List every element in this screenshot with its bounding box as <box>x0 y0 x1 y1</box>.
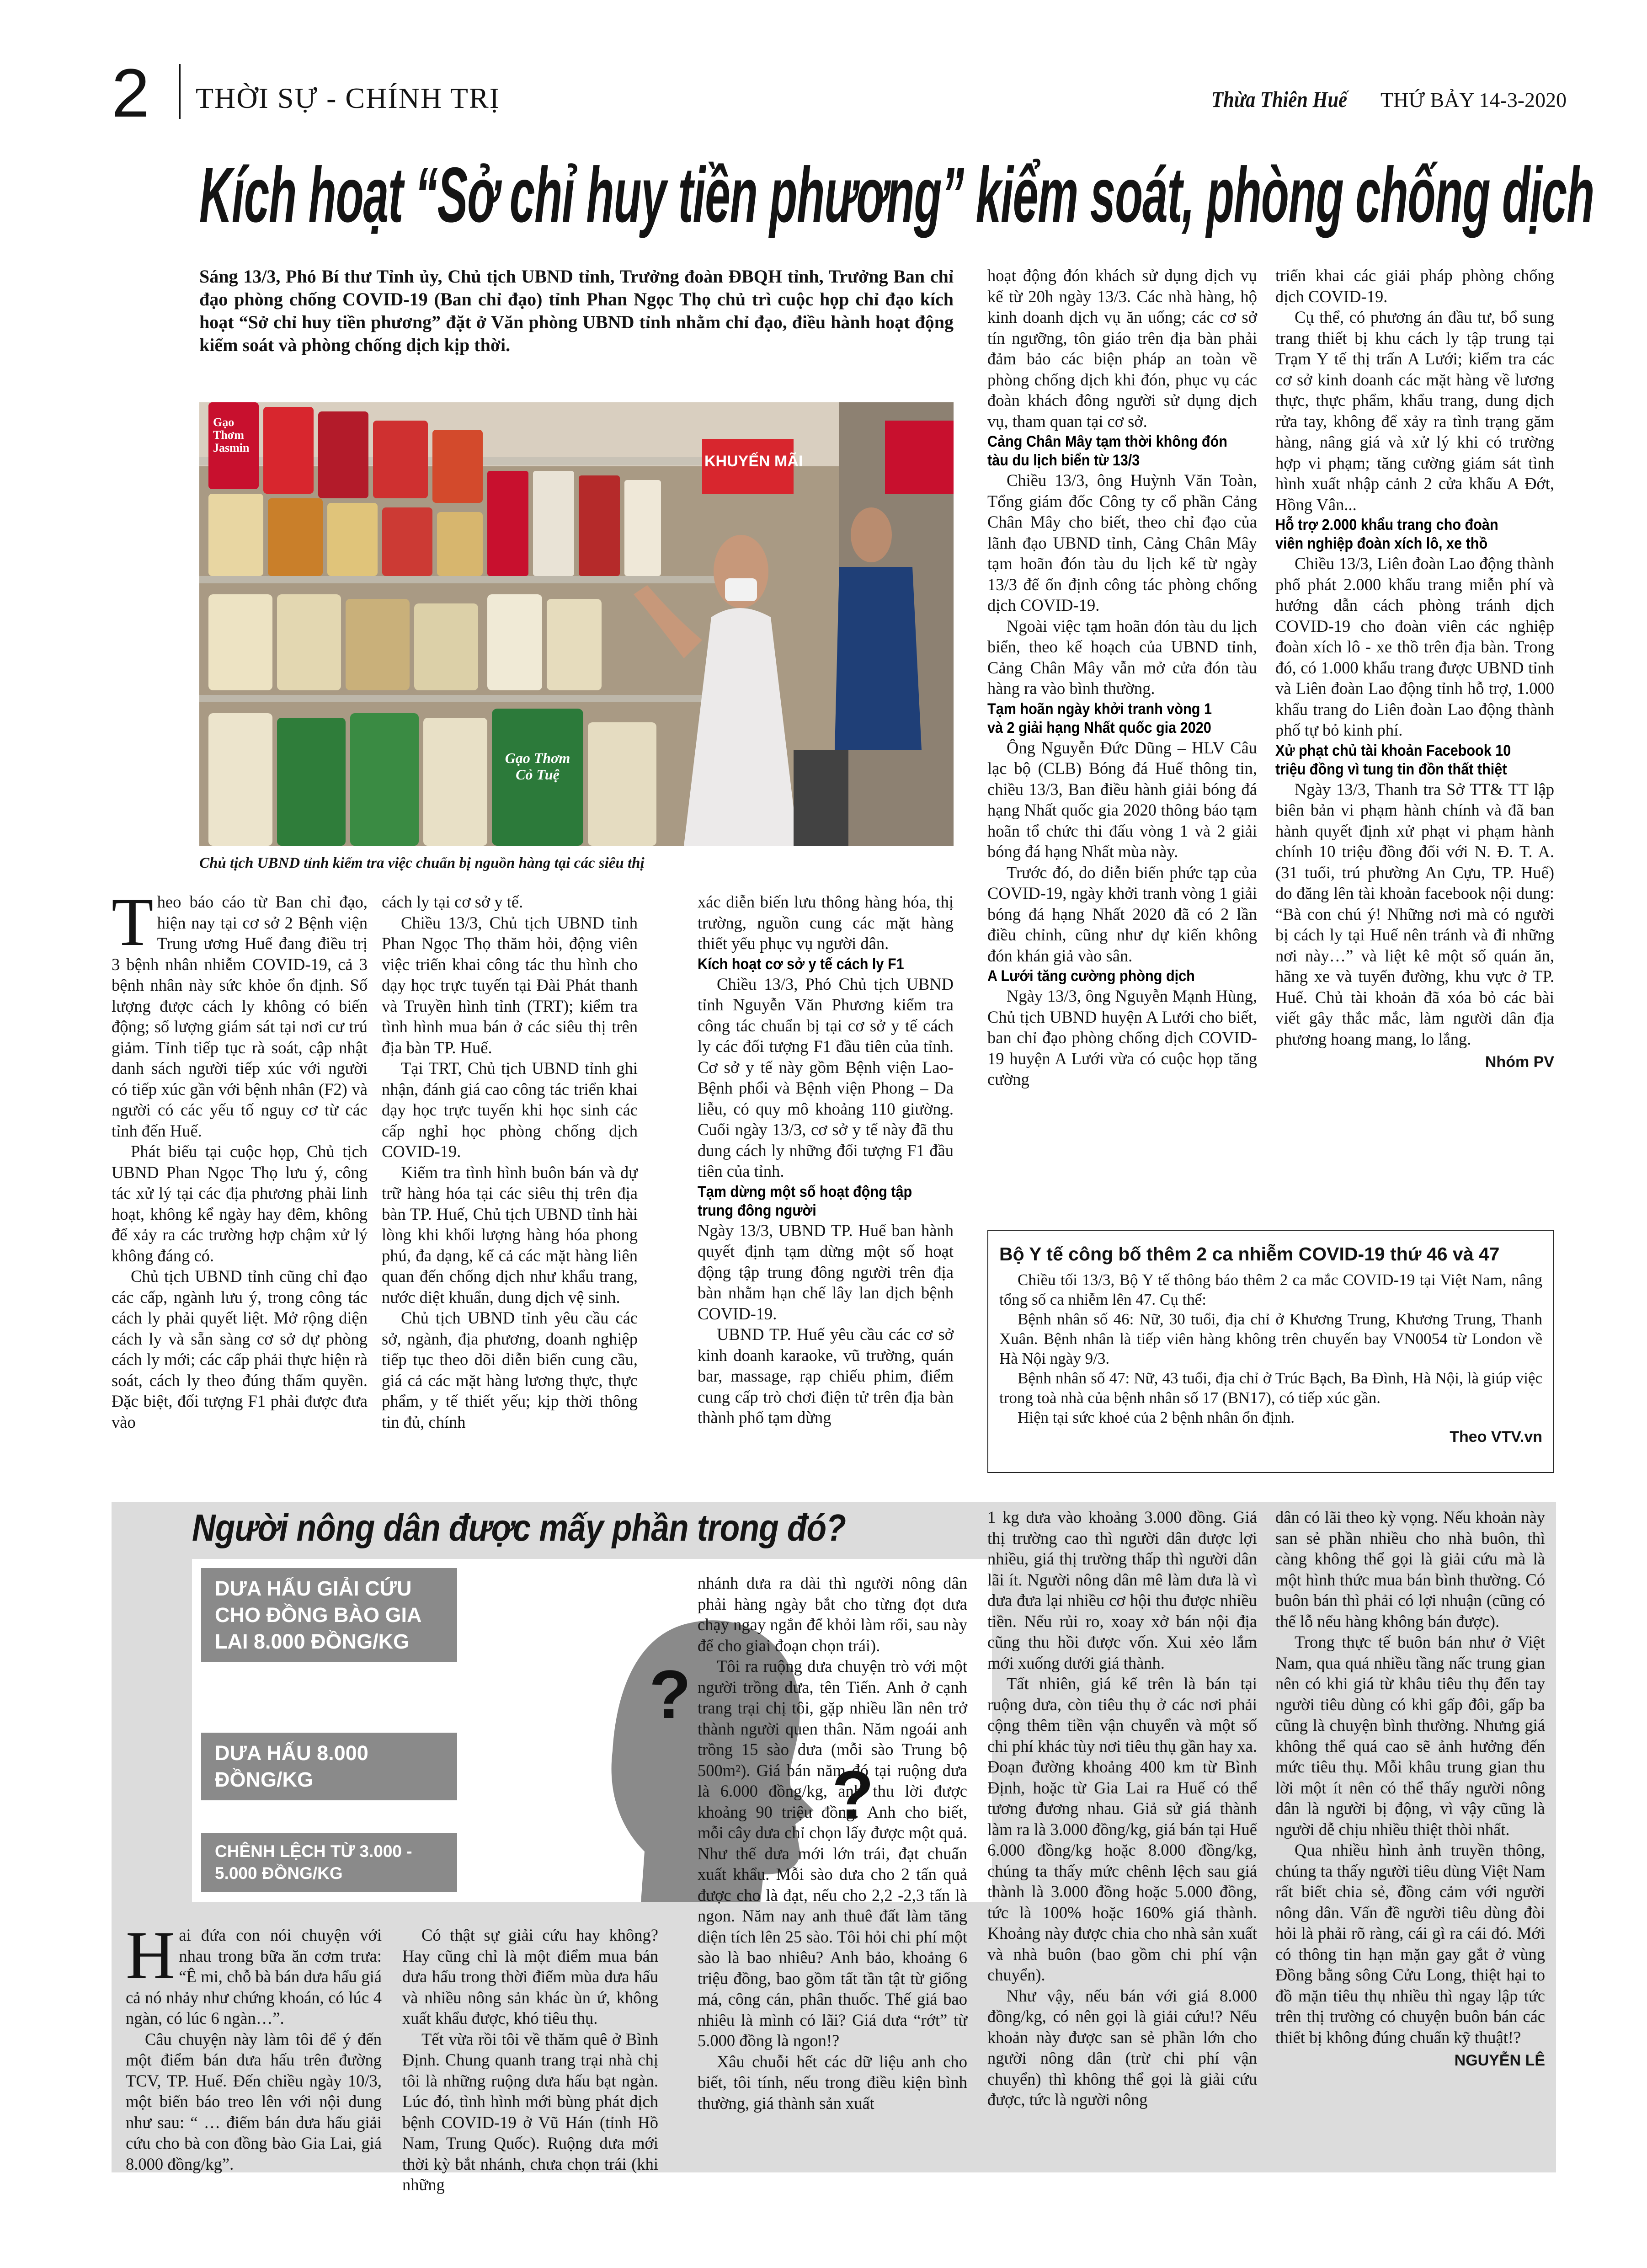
article1-col4-para-3: Ngoài việc tạm hoãn đón tàu du lịch biển, theo kế hoạch của UBND tỉnh, Cảng Chân Mây vẫn mở cửa đón tàu hàng ra vào bình thường. <box>987 616 1257 698</box>
article1-col3-para-1: xác diễn biến lưu thông hàng hóa, thị trường, nguồn cung các mặt hàng thiết yếu phục vụ người dân. <box>698 892 954 953</box>
drop-cap-h: H <box>126 1917 176 1993</box>
article2-column-4 <box>987 1507 1257 2110</box>
article2-col5-para-3: Qua nhiều hình ảnh truyền thông, chúng ta thấy người tiêu dùng Việt Nam rất biết chia sẻ, đồng cảm với người nông dân. Vấn đề người tiêu dùng đòi hỏi là phải rõ ràng, cái gì ra cái đó. Mới có thông tin hạn mặn gay gắt ở vùng Đồng bằng sông Cửu Long, thiệt hại to đồ mặn tiêu thụ nhiều thì ngay lập tức trên thị trường có chuyện buôn bán các thiết bị không đúng chuẩn kỹ thuật!? <box>1275 1841 1545 2047</box>
article2-col3-para-2: Tôi ra ruộng dưa chuyện trò với một người trồng dưa, tên Tiến. Anh ở cạnh trang trại chị tôi, gặp nhiều lần nên trở thành người quen thân. Năm ngoái anh trồng 15 sào dưa (mỗi sào Trung bộ 500m²). Giá bán năm đó tại ruộng dưa là 6.000 đồng/kg, anh thu lời được khoảng 90 triệu đồng. Anh cho biết, mỗi cây dưa chỉ chọn lấy được một quả. Như thế dưa mới lớn trái, đạt chuẩn xuất khẩu. Mỗi sào dưa cho 2 tấn quả được cho là đạt, nếu cho 2,2 -2,3 tấn là ngon. Năm nay anh thuê đất làm tăng diện tích lên 25 sào. Tôi hỏi chi phí một sào là bao nhiêu? Anh bảo, khoảng 6 triệu đồng, bao gồm tất tần tật từ giống má, công cán, phân thuốc. Thế giá bao nhiêu là mình có lãi? Giá dưa “rớt” từ 5.000 đồng là ngon!? <box>698 1657 967 2050</box>
covid-box-title: Bộ Y tế công bố thêm 2 ca nhiễm COVID-19 thứ 46 và 47 <box>999 1243 1500 1265</box>
article1-column-1 <box>112 884 368 1432</box>
article1-col3-para-2: Chiều 13/3, Phó Chủ tịch UBND tỉnh Nguyễn Văn Phương kiểm tra công tác chuẩn bị tại cơ sở y tế cách ly các đối tượng F1 đầu tiên của tỉnh. Cơ sở y tế này gồm Bệnh viện Lao-Bệnh phổi và Bệnh viện Phong – Da liễu, có quy mô khoảng 110 giường. Cuối ngày 13/3, cơ sở y tế này đã thu dung cách ly những đối tượng F1 đầu tiên của tỉnh. <box>698 974 954 1180</box>
covid-box-para-4: Hiện tại sức khoẻ của 2 bệnh nhân ổn định. <box>1018 1409 1295 1426</box>
covid-box-para-1: Chiều tối 13/3, Bộ Y tế thông báo thêm 2 ca mắc COVID-19 tại Việt Nam, nâng tổng số ca nhiễm lên 47. Cụ thể: <box>999 1271 1542 1308</box>
article2-byline: NGUYỄN LÊ <box>1454 2052 1545 2069</box>
article2-column-5 <box>1275 1507 1545 2071</box>
article1-col5-para-2: Cụ thể, có phương án đầu tư, bổ sung trang thiết bị khu cách ly tập trung tại Trạm Y tế thị trấn A Lưới; kiểm tra các cơ sở kinh doanh các mặt hàng về lương thực, thực phẩm, khẩu trang, dung dịch rửa tay, không để xảy ra tình trạng găm hàng, nâng giá và xử lý khi có trường hợp vi phạm; tăng cường giám sát tình hình xuất nhập cảnh 2 cửa khẩu A Đớt, Hồng Vân... <box>1275 308 1554 514</box>
article1-col2-para-3: Tại TRT, Chủ tịch UBND tỉnh ghi nhận, đánh giá cao công tác triển khai dạy học trực tuyến khi học sinh các cấp nghỉ học phòng chống dịch COVID-19. <box>382 1059 638 1161</box>
article2-col3-para-1: nhánh dưa ra dài thì người nông dân phải hàng ngày bắt cho từng đọt dưa chạy ngay ngắn để khỏi làm rối, sau này để cho giai đoạn chọn trái). <box>698 1574 967 1655</box>
subheading-chan-may-port: Cảng Chân Mây tạm thời không đón tàu du lịch biển từ 13/3 <box>987 433 1227 469</box>
article1-col4-para-4: Ông Nguyễn Đức Dũng – HLV Câu lạc bộ (CLB) Bóng đá Huế thông tin, chiều 13/3, Ban điều hành giải bóng đá hạng Nhất quốc gia 2020 thông báo tạm hoãn tổ chức thi đấu vòng 1 và 2 giải bóng đá hạng Nhất mùa này. <box>987 738 1257 861</box>
infographic-label-market-price: DƯA HẤU 8.000 ĐỒNG/KG <box>201 1733 457 1800</box>
article2-col1-para-2: Câu chuyện này làm tôi để ý đến một điểm bán dưa hấu trên đường TCV, TP. Huế. Đến chiều ngày 10/3, một biển báo treo lên với nội dung như sau: “ … điểm bán dưa hấu giải cứu cho bà con đồng bào Gia Lai, giá 8.000 đồng/kg”. <box>126 2029 382 2173</box>
article-headline: Kích hoạt “Sở chỉ huy tiền phương” kiểm soát, phòng chống dịch <box>199 151 1594 239</box>
article2-col2-para-1: Có thật sự giải cứu hay không? Hay cũng chỉ là một điểm mua bán dưa hấu trong thời điểm mùa dưa hấu và nhiều nông sản khác ùn ứ, không xuất khẩu được, khó tiêu thụ. <box>402 1926 658 2028</box>
article2-col3-para-3: Xâu chuỗi hết các dữ liệu anh cho biết, tôi tính, nếu trong điều kiện bình thường, giá thành sản xuất <box>698 2052 967 2113</box>
article1-column-3 <box>698 891 954 1428</box>
page-number: 2 <box>112 54 150 131</box>
article2-col2-para-2: Tết vừa rồi tôi về thăm quê ở Bình Định. Chung quanh trang trại nhà chị tôi là những ruộng dưa hấu bạt ngàn. Lúc đó, tình hình mới bùng phát dịch bệnh COVID-19 ở Vũ Hán (tỉnh Hồ Nam, Trung Quốc). Ruộng dưa mới thời kỳ bắt nhánh, chưa chọn trái (khi những <box>402 2029 658 2194</box>
drop-cap: T <box>112 884 154 960</box>
article2-col4-para-3: Như vậy, nếu bán với giá 8.000 đồng/kg, có nên gọi là giải cứu!? Nếu khoản này được san sẻ phần lớn cho người nông dân (trừ chi phí vận chuyển) thì không thể gọi là giải cứu được, tức là người nông <box>987 1986 1257 2109</box>
subheading-masks-support: Hỗ trợ 2.000 khẩu trang cho đoàn viên nghiệp đoàn xích lô, xe thồ <box>1275 516 1498 552</box>
supermarket-photo <box>199 402 954 846</box>
opinion-headline: Người nông dân được mấy phần trong đó? <box>192 1506 846 1549</box>
covid-box-source: Theo VTV.vn <box>1450 1428 1542 1446</box>
subheading-a-luoi: A Lưới tăng cường phòng dịch <box>987 967 1195 985</box>
question-mark-icon: ? <box>649 1656 691 1733</box>
article1-col3-para-4: UBND TP. Huế yêu cầu các cơ sở kinh doanh karaoke, vũ trường, quán bar, massage, rạp chiếu phim, điểm cung cấp trò chơi điện tử trên địa bàn thành phố tạm dừng <box>698 1325 954 1427</box>
article2-column-3 <box>698 1573 967 2113</box>
photo-caption: Chủ tịch UBND tỉnh kiểm tra việc chuẩn bị nguồn hàng tại các siêu thị <box>199 855 645 871</box>
infographic-label-rescue-price: DƯA HẤU GIẢI CỨU CHO ĐỒNG BÀO GIA LAI 8.000 ĐỒNG/KG <box>201 1568 457 1662</box>
article1-col4-para-5: Trước đó, do diễn biến phức tạp của COVID-19, ngày khởi tranh vòng 1 giải bóng đá hạng Nhất 2020 đã có 2 lần điều chỉnh, cũng như dự kiến không đón khán giả vào sân. <box>987 863 1257 965</box>
article2-col4-para-1: 1 kg dưa vào khoảng 3.000 đồng. Giá thị trường cao thì người dân được lợi nhiều, giá thị trường thấp thì người dân lãi ít. Người nông dân mê làm dưa là vì dưa đưa lại nhiều cơ hội thu được nhiều tiền. Nếu rủi ro, xoay xở bán nội địa cũng thu hồi được vốn. Xui xẻo lắm mới xuống dưới giá thành. <box>987 1508 1257 1672</box>
article2-col4-para-2: Tất nhiên, giá kể trên là bán tại ruộng dưa, còn tiêu thụ ở các nơi phải cộng thêm tiền vận chuyển và một số chi phí khác tùy nơi tiêu thụ gần hay xa. Đoạn đường khoảng 400 km từ Bình Định, hoặc từ Gia Lai ra Huế có thể tương đương nhau. Giả sử giá thành làm ra là 3.000 đồng/kg, giá bán tại Huế 6.000 đồng/kg hoặc 8.000 đồng/kg, chúng ta thấy mức chênh lệch sau giá thành là 3.000 đồng hoặc 5.000 đồng, tức là 100% hoặc 160% giá thành. Khoảng này được chia cho nhà sản xuất và nhà buôn (bao gồm chi phí vận chuyển). <box>987 1674 1257 1984</box>
covid-cases-box <box>987 1230 1554 1473</box>
article1-byline: Nhóm PV <box>1485 1053 1554 1071</box>
article1-col2-para-5: Chủ tịch UBND tỉnh yêu cầu các sở, ngành, địa phương, doanh nghiệp tiếp tục theo dõi diễn biến cung cầu, giá cả các mặt hàng lương thực, thực phẩm, y tế thiết yếu; kịp thời thông tin đủ, chính <box>382 1308 638 1431</box>
article1-col1-para-2: Phát biểu tại cuộc họp, Chủ tịch UBND Phan Ngọc Thọ lưu ý, công tác xử lý tại các địa phương phải linh hoạt, không kể ngày hay đêm, không để xảy ra các trường hợp chậm xử lý không đáng có. <box>112 1142 368 1265</box>
article1-col4-para-6: Ngày 13/3, ông Nguyễn Mạnh Hùng, Chủ tịch UBND huyện A Lưới cho biết, ban chỉ đạo phòng chống dịch COVID-19 huyện A Lưới vừa có cuộc họp tăng cường <box>987 987 1257 1089</box>
article1-col3-para-3: Ngày 13/3, UBND TP. Huế ban hành quyết định tạm dừng một số hoạt động tập trung đông người trên địa bàn nhằm hạn chế lây lan dịch bệnh COVID-19. <box>698 1221 954 1323</box>
article1-column-5 <box>1275 265 1554 1073</box>
infographic-label-price-gap: CHÊNH LỆCH TỪ 3.000 - 5.000 ĐỒNG/KG <box>201 1833 457 1892</box>
article1-col4-para-1: hoạt động đón khách sử dụng dịch vụ kể từ 20h ngày 13/3. Các nhà hàng, hộ kinh doanh dịch vụ ăn uống; các cơ sở tín ngưỡng, tôn giáo trên địa bàn phải đảm bảo các biện pháp an toàn về phòng chống dịch khi đón, phục vụ các đoàn khách đông người sử dụng dịch vụ, tham quan tại cơ sở. <box>987 266 1257 431</box>
paper-name: Thừa Thiên Huế <box>1211 86 1348 112</box>
article1-col4-para-2: Chiều 13/3, ông Huỳnh Văn Toàn, Tổng giám đốc Công ty cổ phần Cảng Chân Mây cho biết, theo chỉ đạo của lãnh đạo UBND tỉnh, Cảng Chân Mây tạm hoãn đón tàu du lịch kể từ ngày 13/3 để ổn định công tác phòng chống dịch COVID-19. <box>987 471 1257 614</box>
section-title: THỜI SỰ - CHÍNH TRỊ <box>196 82 500 114</box>
article2-col1-para-1: Hai đứa con nói chuyện với nhau trong bữa ăn cơm trưa: “Ê mi, chỗ bà bán dưa hấu giá cả nó nhảy như chứng khoán, có lúc 4 ngàn, có lúc 6 ngàn…”. <box>126 1917 382 2028</box>
shelf-label-jasmin: Gạo Thơm Jasmin <box>213 416 250 454</box>
article2-column-2 <box>402 1925 658 2195</box>
article1-col5-para-1: triển khai các giải pháp phòng chống dịch COVID-19. <box>1275 266 1554 306</box>
covid-box-para-2: Bệnh nhân số 46: Nữ, 30 tuổi, địa chỉ ở Khương Trung, Khương Trung, Thanh Xuân. Bệnh nhân là tiếp viên hàng không trên chuyến bay VN0054 từ London về Hà Nội ngày 9/3. <box>999 1310 1542 1367</box>
covid-box-para-3: Bệnh nhân số 47: Nữ, 43 tuổi, địa chỉ ở Trúc Bạch, Ba Đình, Hà Nội, là giúp việc trong toà nhà của bệnh nhân số 17 (BN17), có tiếp xúc gần. <box>999 1369 1542 1407</box>
subheading-facebook-fine: Xử phạt chủ tài khoản Facebook 10 triệu đồng vì tung tin đồn thất thiệt <box>1275 742 1511 778</box>
article1-column-2 <box>382 891 638 1432</box>
issue-date: THỨ BẢY 14-3-2020 <box>1380 88 1567 112</box>
article1-col5-para-4: Ngày 13/3, Thanh tra Sở TT& TT lập biên bản vi phạm hành chính và đã ban hành quyết định xử phạt vi phạm hành chính 10 triệu đồng đối với N. Đ. T. A. (31 tuổi, trú phường An Cựu, TP. Huế) do đăng lên tài khoản facebook nội dung: “Bà con chú ý! Những nơi mà có người bị cách ly tại Huế nên tránh và đi những nơi này…” và liệt kê một số quán ăn, hãng xe và tuyến đường, khu vực ở TP. Huế. Chủ tài khoản đã xóa bỏ các bài viết gây thắc mắc, làm người dân địa phương hoang mang, lo lắng. <box>1275 779 1554 1048</box>
subheading-football-postponed: Tạm hoãn ngày khởi tranh vòng 1 và 2 giải hạng Nhất quốc gia 2020 <box>987 700 1212 736</box>
article2-column-1 <box>126 1917 382 2174</box>
article1-col5-para-3: Chiều 13/3, Liên đoàn Lao động thành phố phát 2.000 khẩu trang miễn phí và hướng dẫn cách phòng tránh dịch COVID-19 cho đoàn viên các nghiệp đoàn xích lô - xe thồ trên địa bàn. Trong đó, có 1.000 khẩu trang được UBND tỉnh và Liên đoàn Lao động tỉnh hỗ trợ, 1.000 khẩu trang do Liên đoàn Lao động thành phố tự bỏ kinh phí. <box>1275 554 1554 739</box>
header-divider <box>179 64 181 119</box>
article2-col5-para-2: Trong thực tế buôn bán như ở Việt Nam, qua quá nhiều tầng nấc trung gian nên có khi giá từ khâu tiêu thụ đến tay người tiêu dùng có khi gấp đôi, gấp ba cũng là chuyện bình thường. Nhưng giá không thể quá cao sẽ ảnh hưởng đến mức tiêu thụ. Mỗi khâu trung gian thu lời một ít nên có thể thấy người nông dân là người bị động, vì vậy cũng là người dễ chịu nhiều thiệt thòi nhất. <box>1275 1633 1545 1839</box>
shelf-label-promo: KHUYẾN MÃI <box>704 453 803 470</box>
article1-col2-para-1: cách ly tại cơ sở y tế. <box>382 892 523 911</box>
article-lead: Sáng 13/3, Phó Bí thư Tỉnh ủy, Chủ tịch UBND tỉnh, Trưởng đoàn ĐBQH tỉnh, Trưởng Ban chỉ đạo phòng chống COVID-19 (Ban chỉ đạo) tỉnh Phan Ngọc Thọ chủ trì cuộc họp chỉ đạo kích hoạt “Sở chỉ huy tiền phương” đặt ở Văn phòng UBND tỉnh nhằm chỉ đạo, điều hành hoạt động kiểm soát và phòng chống dịch kịp thời. <box>199 266 954 355</box>
subheading-f1-facility: Kích hoạt cơ sở y tế cách ly F1 <box>698 955 904 973</box>
article1-col1-para-1: Theo báo cáo từ Ban chỉ đạo, hiện nay tại cơ sở 2 Bệnh viện Trung ương Huế đang điều trị 3 bệnh nhân nhiễm COVID-19, cả 3 bệnh nhân này sức khỏe ổn định. Số lượng được cách ly không có biến động; số lượng giám sát tại nơi cư trú giảm. Tỉnh tiếp tục rà soát, cập nhật danh sách người tiếp xúc với người có tiếp xúc gần với bệnh nhân (F2) và người có các yếu tố nguy cơ từ các tỉnh đến Huế. <box>112 884 368 1140</box>
article1-col2-para-2: Chiều 13/3, Chủ tịch UBND tỉnh Phan Ngọc Thọ thăm hỏi, động viên việc triển khai công tác thu hình cho dạy học trực tuyến tại Đài Phát thanh và Truyền hình tỉnh (TRT); kiểm tra tình hình mua bán ở các siêu thị trên địa bàn TP. Huế. <box>382 913 638 1057</box>
article2-col5-para-1: dân có lãi theo kỳ vọng. Nếu khoản này san sẻ phần nhiều cho nhà buôn, thì càng không thể gọi là giải cứu mà là một hình thức mua bán bình thường. Có buôn bán thì phải có lợi nhuận (cũng có thể lỗ nếu hàng không bán được). <box>1275 1508 1545 1631</box>
article1-column-4 <box>987 265 1257 1090</box>
question-mark-icon-2: ? <box>832 1756 874 1833</box>
article1-col1-para-3: Chủ tịch UBND tỉnh cũng chỉ đạo các cấp, ngành lưu ý, trong công tác cách ly phải quyết liệt. Mở rộng diện cách ly và sẵn sàng cơ sở dự phòng cách ly mới; các cấp phải thực hiện rà soát, cách ly theo đúng thẩm quyền. Đặc biệt, đối tượng F1 phải được đưa vào <box>112 1267 368 1431</box>
shelf-label-co-tue: Gạo Thơm Cỏ Tuệ <box>505 750 570 783</box>
subheading-suspend-gatherings: Tạm dừng một số hoạt động tập trung đông người <box>698 1183 912 1219</box>
article1-col2-para-4: Kiểm tra tình hình buôn bán và dự trữ hàng hóa tại các siêu thị trên địa bàn TP. Huế, Chủ tịch UBND tỉnh hài lòng khi khối lượng hàng hóa phong phú, đa dạng, kể cả các mặt hàng liên quan đến chống dịch như khẩu trang, nước diệt khuẩn, dung dịch vệ sinh. <box>382 1163 638 1307</box>
